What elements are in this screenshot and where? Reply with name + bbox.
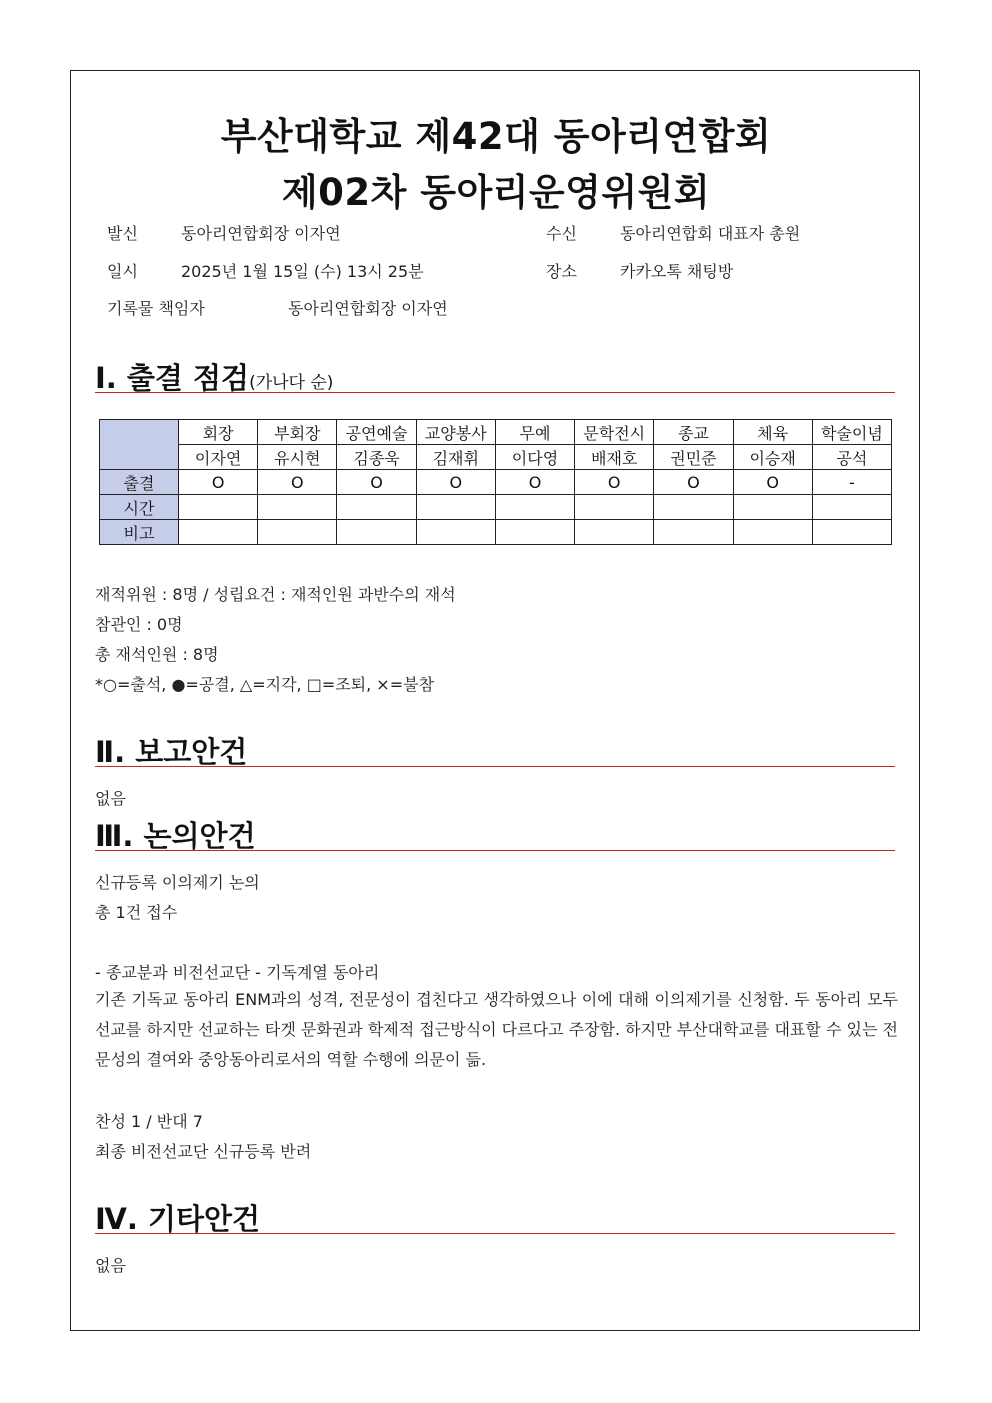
name-cell: 이승재 xyxy=(733,445,812,470)
note-cell xyxy=(337,520,416,545)
status-cell: O xyxy=(495,470,574,495)
dept-cell: 부회장 xyxy=(258,420,337,445)
note-cell xyxy=(416,520,495,545)
vote-result: 찬성 1 / 반대 7 xyxy=(95,1112,203,1131)
recorder-label: 기록물 책임자 xyxy=(107,299,205,318)
status-cell: - xyxy=(812,470,891,495)
name-cell: 유시현 xyxy=(258,445,337,470)
dept-cell: 공연예술 xyxy=(337,420,416,445)
name-cell: 이다영 xyxy=(495,445,574,470)
note-cell xyxy=(179,520,258,545)
name-cell: 권민준 xyxy=(654,445,733,470)
time-cell xyxy=(179,495,258,520)
section-discussion-heading: Ⅲ. 논의안건 xyxy=(95,814,895,851)
name-cell: 김재휘 xyxy=(416,445,495,470)
note-cell xyxy=(812,520,891,545)
dept-cell: 학술이념 xyxy=(812,420,891,445)
status-cell: O xyxy=(654,470,733,495)
name-row xyxy=(100,445,892,470)
note-cell xyxy=(258,520,337,545)
discussion-item-body: 기존 기독교 동아리 ENM과의 성격, 전문성이 겹친다고 생각하였으나 이에 대해 이의제기를 신청함. 두 동아리 모두 선교를 하지만 선교하는 타겟 문화권과 학제적 접근방식이 다르다고 주장함. 하지만 부산대학교를 대표할 수 있는 전문성의 결여와 중앙동아리로서의 역할 수행에 의문이 듦. xyxy=(95,990,898,1069)
report-content: 없음 xyxy=(95,789,126,808)
section-other-heading: Ⅳ. 기타안건 xyxy=(95,1197,895,1234)
note-row xyxy=(100,520,892,545)
name-cell: 공석 xyxy=(812,445,891,470)
place-label: 장소 xyxy=(546,262,577,281)
sender-label: 발신 xyxy=(107,224,138,243)
recorder-value: 동아리연합회장 이자연 xyxy=(288,299,448,318)
dept-cell: 문학전시 xyxy=(575,420,654,445)
dept-cell: 무예 xyxy=(495,420,574,445)
document-title: 부산대학교 제42대 동아리연합회 xyxy=(220,115,772,158)
dept-cell: 교양봉사 xyxy=(416,420,495,445)
quorum-text: 재적위원 : 8명 / 성립요건 : 재적인원 과반수의 재석 xyxy=(95,585,456,604)
time-row xyxy=(100,495,892,520)
name-cell: 김종욱 xyxy=(337,445,416,470)
dept-cell: 회장 xyxy=(179,420,258,445)
note-cell xyxy=(495,520,574,545)
dept-cell: 종교 xyxy=(654,420,733,445)
place-value: 카카오톡 채팅방 xyxy=(620,262,734,281)
status-cell: O xyxy=(416,470,495,495)
status-row xyxy=(100,470,892,495)
date-label: 일시 xyxy=(107,262,138,281)
row-label-status: 출결 xyxy=(100,470,179,495)
row-label-note: 비고 xyxy=(100,520,179,545)
attendance-legend: *○=출석, ●=공결, △=지각, □=조퇴, ×=불참 xyxy=(95,675,435,694)
row-label-time: 시간 xyxy=(100,495,179,520)
dept-cell: 체육 xyxy=(733,420,812,445)
document-subtitle: 제02차 동아리운영위원회 xyxy=(281,171,711,214)
status-cell: O xyxy=(337,470,416,495)
time-cell xyxy=(416,495,495,520)
date-value: 2025년 1월 15일 (수) 13시 25분 xyxy=(181,262,424,281)
present-count: 총 재석인원 : 8명 xyxy=(95,645,219,664)
discussion-topic: 신규등록 이의제기 논의 xyxy=(95,873,260,892)
department-row xyxy=(100,420,892,445)
time-cell xyxy=(495,495,574,520)
status-cell: O xyxy=(179,470,258,495)
time-cell xyxy=(337,495,416,520)
note-cell xyxy=(575,520,654,545)
section-attendance-note: (가나다 순) xyxy=(249,373,334,393)
section-attendance-title: Ⅰ. 출결 점검 xyxy=(95,361,250,395)
time-cell xyxy=(812,495,891,520)
sender-value: 동아리연합회장 이자연 xyxy=(181,224,341,243)
observer-count: 참관인 : 0명 xyxy=(95,615,183,634)
time-cell xyxy=(575,495,654,520)
final-decision: 최종 비전선교단 신규등록 반려 xyxy=(95,1142,312,1161)
name-cell: 이자연 xyxy=(179,445,258,470)
name-cell: 배재호 xyxy=(575,445,654,470)
receiver-label: 수신 xyxy=(546,224,577,243)
discussion-count: 총 1건 접수 xyxy=(95,903,178,922)
note-cell xyxy=(654,520,733,545)
other-content: 없음 xyxy=(95,1256,126,1275)
status-cell: O xyxy=(258,470,337,495)
corner-cell xyxy=(100,420,179,470)
receiver-value: 동아리연합회 대표자 총원 xyxy=(620,224,801,243)
section-attendance-heading xyxy=(95,356,895,393)
discussion-item-title: - 종교분과 비전선교단 - 기독계열 동아리 xyxy=(95,963,380,982)
attendance-table xyxy=(99,419,892,545)
section-report-heading: Ⅱ. 보고안건 xyxy=(95,730,895,767)
time-cell xyxy=(733,495,812,520)
status-cell: O xyxy=(733,470,812,495)
status-cell: O xyxy=(575,470,654,495)
note-cell xyxy=(733,520,812,545)
time-cell xyxy=(258,495,337,520)
time-cell xyxy=(654,495,733,520)
